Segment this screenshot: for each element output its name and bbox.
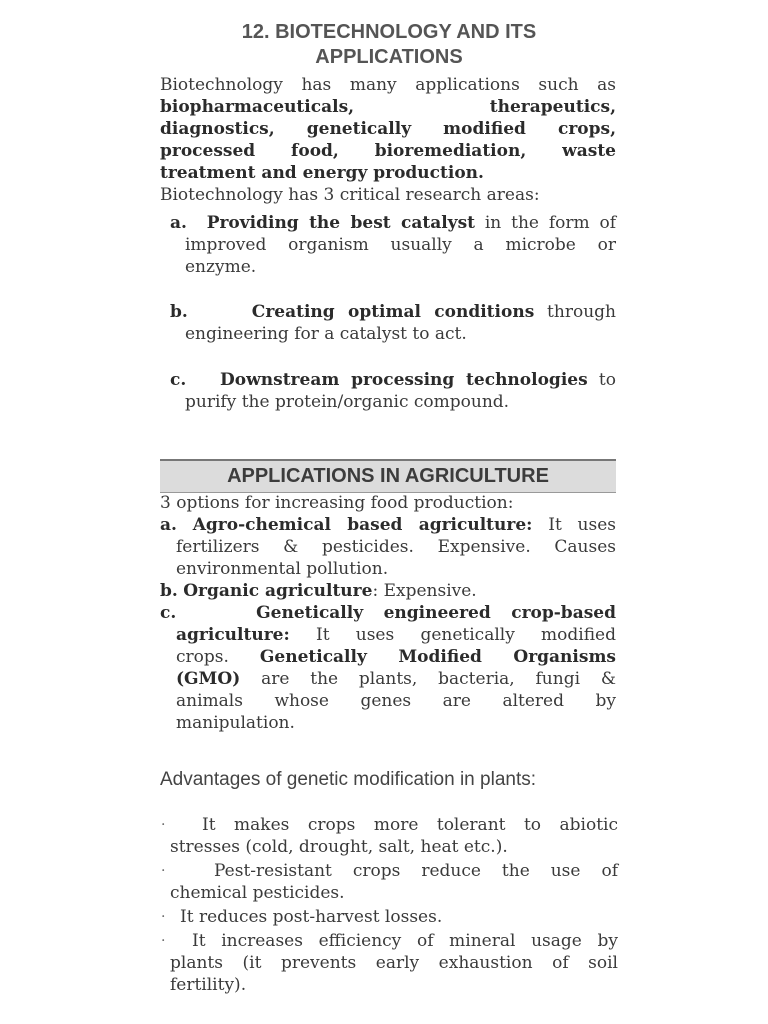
area-bold: Creating optimal conditions [251,302,535,322]
title-line-1: 12. BIOTECHNOLOGY AND ITS [241,21,537,43]
advantage-item: It makes crops more tolerant to abiotic stresses (cold, drought, salt, heat etc.). [170,815,618,857]
bullet-icon: · [161,933,166,949]
intro-lead: Biotechnology has many applications such as [160,75,616,95]
intro-apps-line-2: diagnostics, genetically modified crops, [160,119,616,139]
option-a: a. Agro-chemical based agriculture: It uses [160,515,617,535]
food-options-intro: 3 options for increasing food production: [160,493,514,513]
intro-apps-line-4: treatment and energy production. [160,163,484,183]
agriculture-heading: APPLICATIONS IN AGRICULTURE [160,459,616,493]
option-b: b. Organic agriculture: Expensive. [160,581,477,601]
option-c: c. Genetically engineered crop-based [160,603,616,623]
advantages-heading: Advantages of genetic modification in plants: [160,769,537,790]
area-label: a. [170,213,187,233]
gmo-term: Genetically Modified Organisms [259,647,617,667]
intro-apps-line-1 [160,96,616,118]
page-title [160,20,618,70]
bullet-icon: · [161,863,166,879]
area-bold: Downstream processing technologies [220,370,588,390]
intro-apps-line-3: processed food, bioremediation, waste [160,141,616,161]
area-bold: Providing the best catalyst [206,213,475,233]
area-label: c. [170,370,187,390]
area-label: b. [170,302,188,322]
advantage-item: It reduces post-harvest losses. [180,907,443,927]
research-area-c: c. Downstream processing technologies to purify the protein/organic compound. [170,370,616,412]
title-line-2: APPLICATIONS [315,46,463,68]
intro-paragraph [160,74,616,206]
app-biopharmaceuticals: biopharmaceuticals, [160,97,355,117]
bullet-icon: · [161,817,166,833]
research-areas-intro: Biotechnology has 3 critical research areas: [160,185,540,205]
agriculture-section: 3 options for increasing food production: a. Agro-chemical based agriculture: It uses fertilizers & pesticides. Expensive. Causes environmental pollution. b. Organic agriculture: Expensive. c. Genetically engineered crop-based agriculture: It uses genetically modified crops. Genetically Modified Organisms (GMO) are the plants, bacteria, fungi & animals whose genes are altered by manipulation. [160,493,617,733]
advantage-item: It increases efficiency of mineral usage by plants (it prevents early exhaustion of soil fertility). [170,931,618,995]
bullet-icon: · [161,909,166,925]
research-area-a: a. Providing the best catalyst in the form of improved organism usually a microbe or enzyme. [170,213,616,277]
research-area-b: b. Creating optimal conditions through engineering for a catalyst to act. [170,302,616,344]
advantage-item: Pest-resistant crops reduce the use of chemical pesticides. [170,861,618,903]
app-therapeutics: therapeutics, [489,97,616,117]
